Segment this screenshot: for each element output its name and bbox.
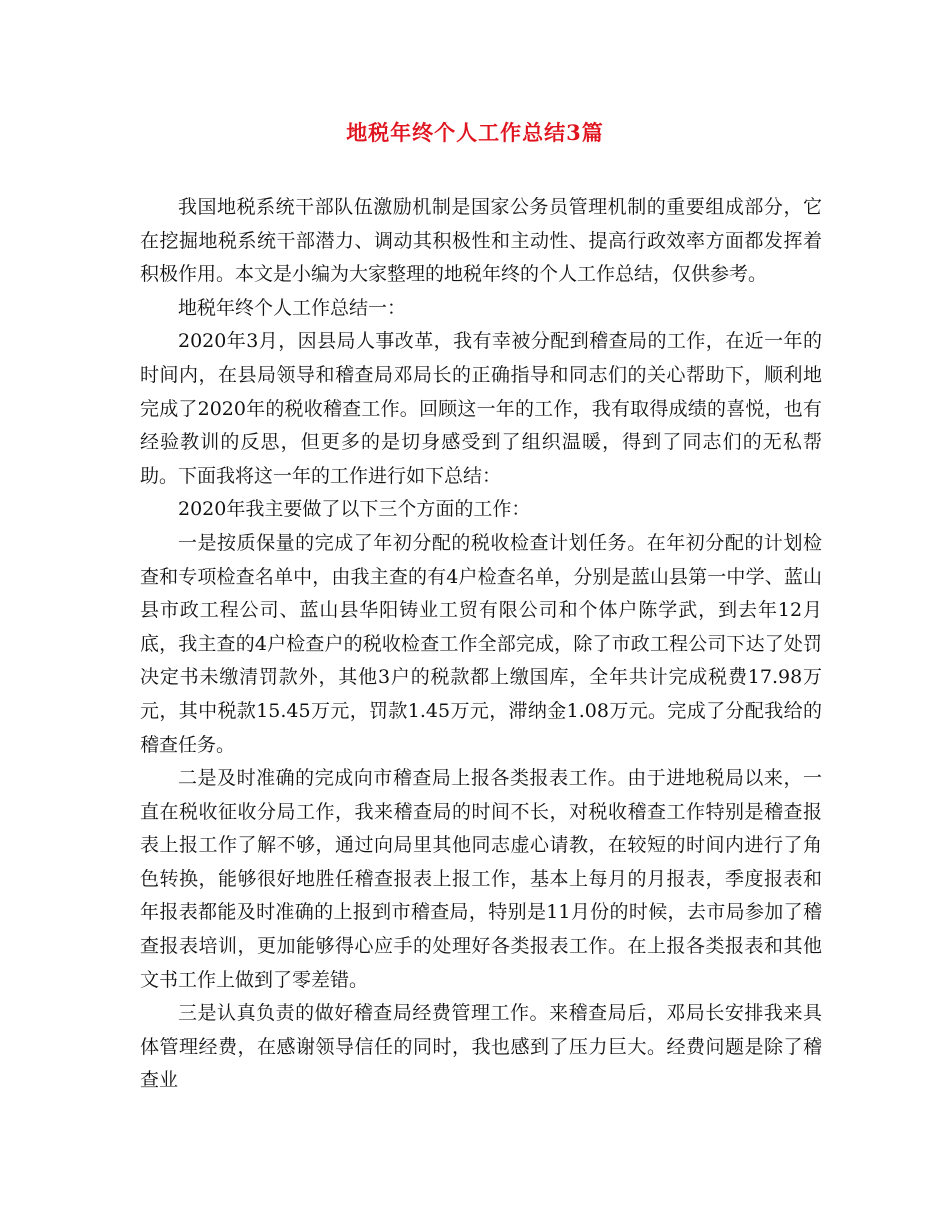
- paragraph-heading-one: 地税年终个人工作总结一：: [178, 296, 407, 319]
- paragraph-point-two: 二是及时准确的完成向市稽查局上报各类报表工作。由于进地税局以来，一直在税收征收分局工作，我来稽查局的时间不长，对税收稽查工作特别是稽查报表上报工作了解不够，通过向局里其他同志虚心请教，在较短的时间内进行了角色转换，能够很好地胜任稽查报表上报工作，基本上每月的月报表，季度报表和年报表都能及时准确的上报到市稽查局，特别是11月份的时候，去市局参加了稽查报表培训，更加能够得心应手的处理好各类报表工作。在上报各类报表和其他文书工作上做到了零差错。: [140, 767, 822, 991]
- document-title: 地税年终个人工作总结3篇: [346, 120, 604, 145]
- paragraph-work-summary: 2020年我主要做了以下三个方面的工作：: [178, 498, 531, 521]
- paragraph-point-one: 一是按质保量的完成了年初分配的税收检查计划任务。在年初分配的计划检查和专项检查名单中，由我主查的有4户检查名单，分别是蓝山县第一中学、蓝山县市政工程公司、蓝山县华阳铸业工贸有限公司和个体户陈学武，到去年12月底，我主查的4户检查户的税收检查工作全部完成，除了市政工程公司下达了处罚决定书未缴清罚款外，其他3户的税款都上缴国库，全年共计完成税费17.98万元，其中税款15.45万元，罚款1.45万元，滞纳金1.08万元。完成了分配我给的稽查任务。: [140, 531, 822, 756]
- paragraph-overview: 2020年3月，因县局人事改革，我有幸被分配到稽查局的工作，在近一年的时间内，在县局领导和稽查局邓局长的正确指导和同志们的关心帮助下，顺利地完成了2020年的税收稽查工作。回顾这一年的工作，我有取得成绩的喜悦，也有经验教训的反思，但更多的是切身感受到了组织温暖，得到了同志们的无私帮助。下面我将这一年的工作进行如下总结：: [140, 330, 822, 487]
- paragraph-point-three: 三是认真负责的做好稽查局经费管理工作。来稽查局后，邓局长安排我来具体管理经费，在感谢领导信任的同时，我也感到了压力巨大。经费问题是除了稽查业: [140, 1002, 822, 1092]
- document-body: [140, 191, 822, 1098]
- paragraph-intro: 我国地税系统干部队伍激励机制是国家公务员管理机制的重要组成部分，它在挖掘地税系统干部潜力、调动其积极性和主动性、提高行政效率方面都发挥着积极作用。本文是小编为大家整理的地税年终的个人工作总结，仅供参考。: [140, 196, 822, 286]
